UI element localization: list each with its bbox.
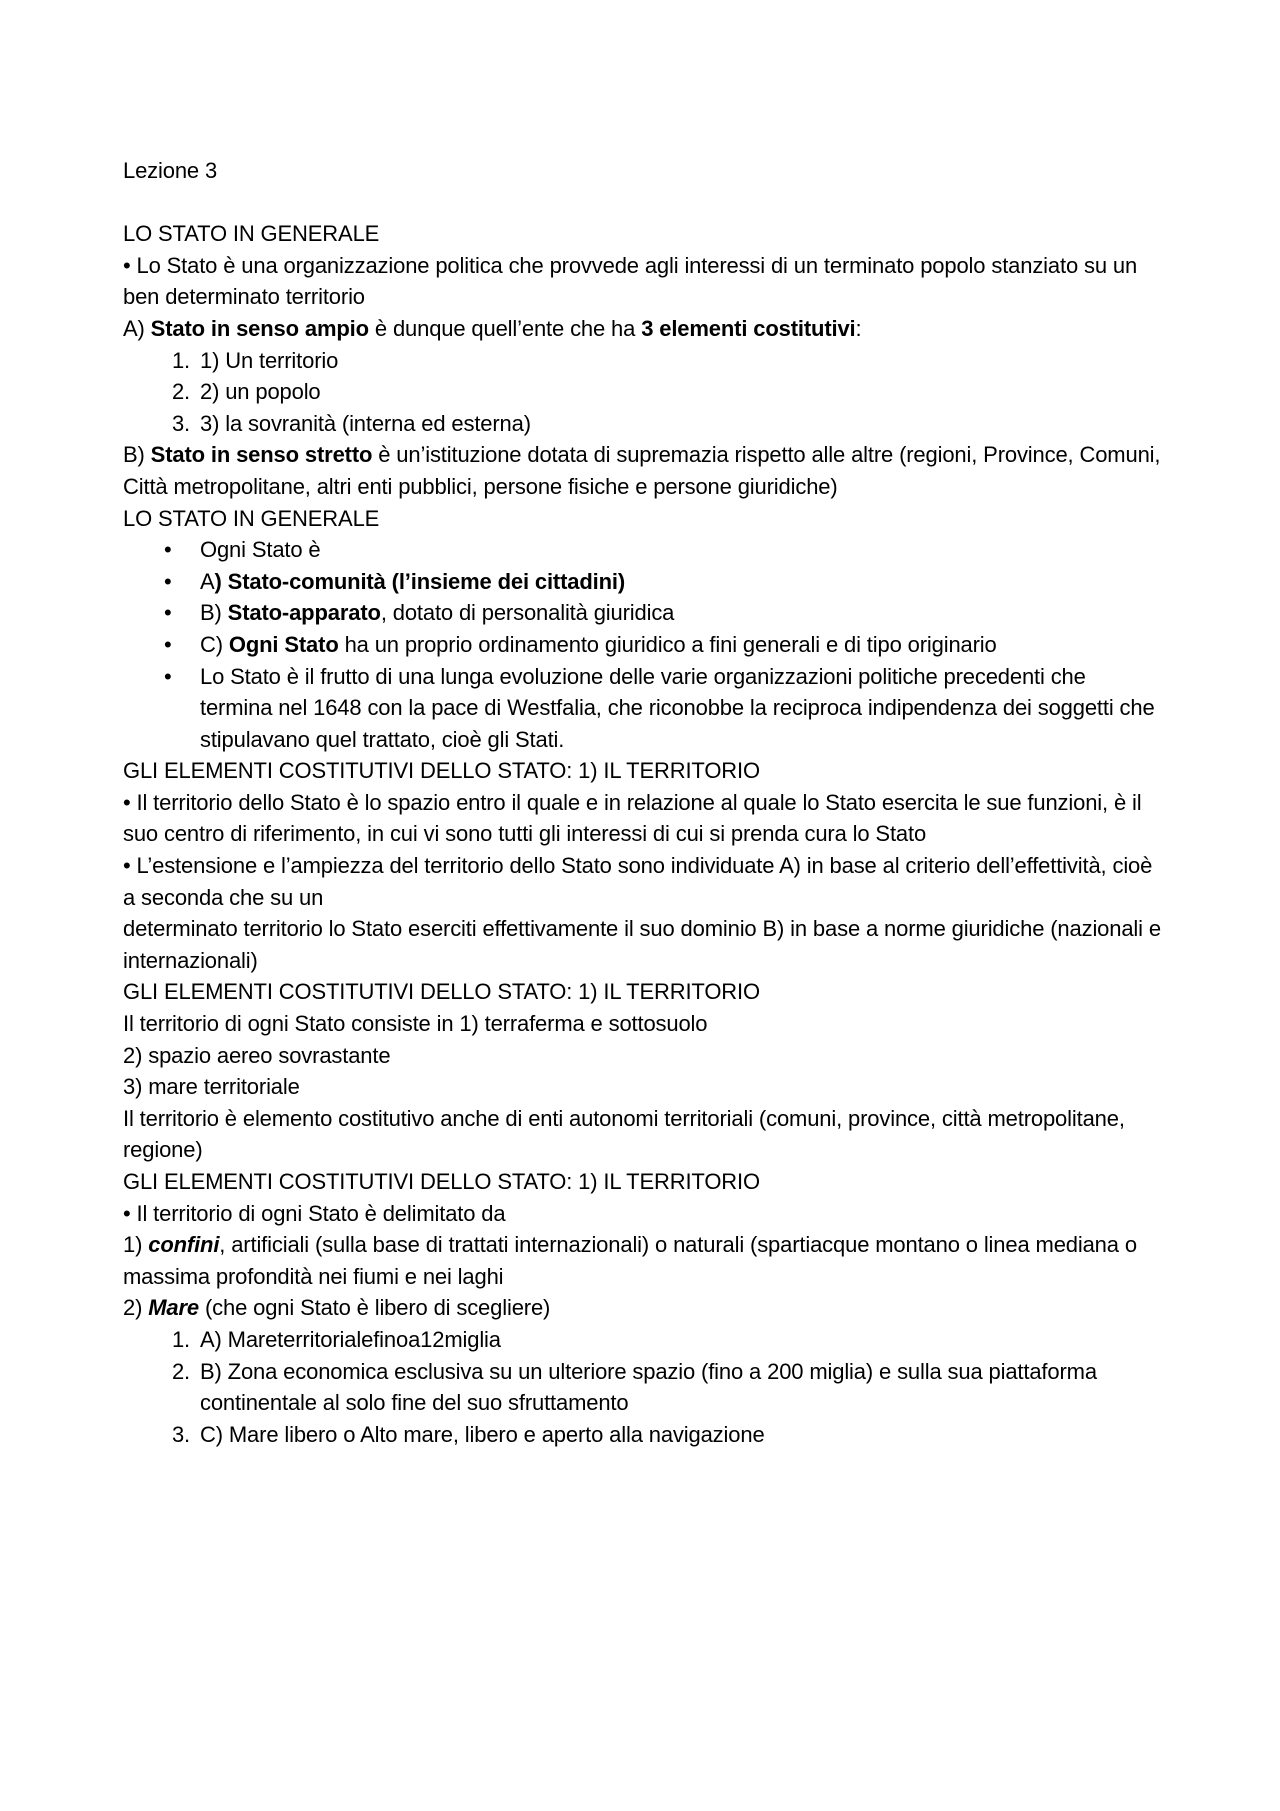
- list-item-text: 1) Un territorio: [200, 347, 339, 373]
- paragraph-mare: [123, 1292, 1163, 1324]
- text-run: B): [200, 600, 228, 626]
- text-run: è un’istituzione dotata di supremazia rispetto alle altre (regioni, Province, Comuni, Città metropolitane, altri enti pubblici, persone fisiche e persone giuridiche): [123, 442, 1161, 499]
- bullet-list-item: [123, 534, 1163, 566]
- list-number: 2.: [171, 379, 190, 405]
- bullet-icon: •: [164, 568, 172, 594]
- text-run: 2): [123, 1295, 149, 1321]
- paragraph: 2) spazio aereo sovrastante: [123, 1042, 391, 1068]
- numbered-list-item: [123, 345, 1163, 377]
- numbered-list-item: [123, 1419, 1163, 1451]
- text-run: A): [123, 315, 151, 341]
- section-heading: GLI ELEMENTI COSTITUTIVI DELLO STATO: 1) IL TERRITORIO: [123, 1169, 760, 1194]
- bullet-list-item: [123, 661, 1163, 756]
- paragraph: • L’estensione e l’ampiezza del territorio dello Stato sono individuate A) in base al criterio dell’effettività, cioè a seconda che su un: [123, 853, 1153, 910]
- blank-line: [123, 187, 1163, 219]
- list-item-text: Ogni Stato è: [200, 537, 321, 563]
- list-item-text: A) Mareterritorialefinoa12miglia: [200, 1326, 501, 1352]
- text-run: B): [123, 442, 151, 468]
- text-run: A: [200, 568, 215, 594]
- numbered-list-item: [123, 1356, 1163, 1419]
- paragraph-confini: [123, 1229, 1163, 1292]
- paragraph: 3) mare territoriale: [123, 1074, 300, 1100]
- paragraph: Il territorio di ogni Stato consiste in 1) terraferma e sottosuolo: [123, 1011, 708, 1037]
- numbered-list-item: [123, 408, 1163, 440]
- bold-term: Stato in senso ampio: [150, 315, 369, 341]
- bold-term: ) Stato-comunità (l’insieme dei cittadini): [214, 568, 626, 594]
- paragraph-stato-ampio: [123, 313, 1163, 345]
- text-run: (che ogni Stato è libero di scegliere): [199, 1295, 551, 1321]
- list-number: 1.: [171, 347, 190, 373]
- bullet-list-item: [123, 566, 1163, 598]
- text-run: :: [855, 315, 862, 341]
- list-item-text: 3) la sovranità (interna ed esterna): [200, 410, 531, 436]
- list-number: 1.: [171, 1326, 190, 1352]
- numbered-list-item: [123, 376, 1163, 408]
- lesson-title: Lezione 3: [123, 158, 218, 183]
- bullet-icon: •: [164, 537, 172, 563]
- paragraph: • Il territorio di ogni Stato è delimitato da: [123, 1200, 506, 1226]
- text-run: 1): [123, 1232, 149, 1258]
- text-run: , dotato di personalità giuridica: [380, 600, 675, 626]
- list-number: 2.: [171, 1358, 190, 1384]
- text-run: ha un proprio ordinamento giuridico a fini generali e di tipo originario: [338, 631, 997, 657]
- list-item-text: B) Zona economica esclusiva su un ulteriore spazio (fino a 200 miglia) e sulla sua piattaforma continentale al solo fine del suo sfruttamento: [200, 1358, 1097, 1416]
- bullet-list-item: [123, 597, 1163, 629]
- paragraph: determinato territorio lo Stato eserciti effettivamente il suo dominio B) in base a norme giuridiche (nazionali e internazionali): [123, 916, 1161, 973]
- paragraph: • Il territorio dello Stato è lo spazio entro il quale e in relazione al quale lo Stato esercita le sue funzioni, è il suo centro di riferimento, in cui vi sono tutti gli interessi di cui si prenda cura lo Stato: [123, 789, 1142, 847]
- list-number: 3.: [171, 410, 190, 436]
- bullet-icon: •: [164, 631, 172, 657]
- paragraph: • Lo Stato è una organizzazione politica che provvede agli interessi di un terminato popolo stanziato su un ben determinato territorio: [123, 252, 1138, 310]
- bold-italic-term: Mare: [148, 1295, 199, 1321]
- text-run: è dunque quell’ente che ha: [368, 315, 642, 341]
- list-item-text: 2) un popolo: [200, 379, 321, 405]
- bold-term: 3 elementi costitutivi: [641, 315, 856, 341]
- text-run: C): [200, 631, 229, 657]
- bullet-icon: •: [164, 663, 172, 689]
- numbered-list-item: [123, 1324, 1163, 1356]
- paragraph-stato-stretto: [123, 439, 1163, 502]
- section-heading: GLI ELEMENTI COSTITUTIVI DELLO STATO: 1) IL TERRITORIO: [123, 758, 760, 784]
- list-number: 3.: [171, 1421, 190, 1447]
- list-item-text: Lo Stato è il frutto di una lunga evoluzione delle varie organizzazioni politiche precedenti che termina nel 1648 con la pace di Westfalia, che riconobbe la reciproca indipendenza dei soggetti che stipulavano quel trattato, cioè gli Stati.: [200, 663, 1155, 752]
- section-heading: LO STATO IN GENERALE: [123, 221, 380, 247]
- bold-term: Stato in senso stretto: [150, 442, 373, 468]
- bold-term: Stato-apparato: [227, 600, 381, 626]
- section-heading: GLI ELEMENTI COSTITUTIVI DELLO STATO: 1) IL TERRITORIO: [123, 979, 760, 1005]
- bold-term: Ogni Stato: [228, 631, 339, 657]
- bold-italic-term: confini: [148, 1232, 220, 1258]
- text-run: , artificiali (sulla base di trattati internazionali) o naturali (spartiacque montano o linea mediana o massima profondità nei fiumi e nei laghi: [123, 1232, 1137, 1289]
- document-body: [123, 155, 1163, 1450]
- section-heading: LO STATO IN GENERALE: [123, 505, 380, 531]
- paragraph: Il territorio è elemento costitutivo anche di enti autonomi territoriali (comuni, province, città metropolitane, regione): [123, 1105, 1125, 1163]
- bullet-icon: •: [164, 600, 172, 626]
- list-item-text: C) Mare libero o Alto mare, libero e aperto alla navigazione: [200, 1421, 765, 1447]
- bullet-list-item: [123, 629, 1163, 661]
